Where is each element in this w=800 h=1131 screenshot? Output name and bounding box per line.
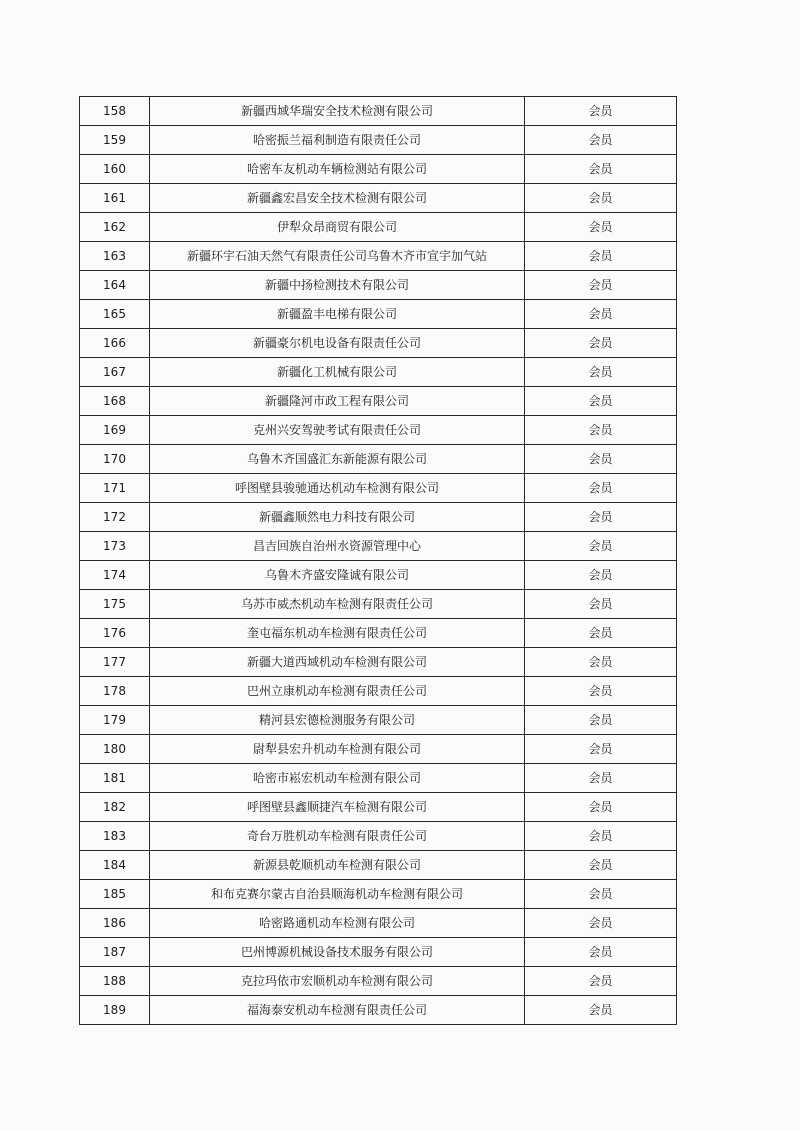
table-row — [80, 619, 677, 648]
member-type: 会员 — [525, 155, 677, 184]
row-number: 182 — [80, 793, 150, 822]
table-row — [80, 503, 677, 532]
table-row — [80, 677, 677, 706]
row-number: 183 — [80, 822, 150, 851]
company-name: 奎屯福东机动车检测有限责任公司 — [150, 619, 525, 648]
company-name: 克州兴安驾驶考试有限责任公司 — [150, 416, 525, 445]
company-name: 克拉玛依市宏顺机动车检测有限公司 — [150, 967, 525, 996]
member-type: 会员 — [525, 329, 677, 358]
member-type: 会员 — [525, 561, 677, 590]
row-number: 181 — [80, 764, 150, 793]
table-row — [80, 532, 677, 561]
member-type: 会员 — [525, 416, 677, 445]
company-name: 巴州博源机械设备技术服务有限公司 — [150, 938, 525, 967]
row-number: 161 — [80, 184, 150, 213]
row-number: 178 — [80, 677, 150, 706]
row-number: 187 — [80, 938, 150, 967]
table-row — [80, 329, 677, 358]
member-type: 会员 — [525, 213, 677, 242]
table-row — [80, 387, 677, 416]
table-row — [80, 300, 677, 329]
member-type: 会员 — [525, 271, 677, 300]
member-type: 会员 — [525, 706, 677, 735]
table-row — [80, 358, 677, 387]
member-type: 会员 — [525, 938, 677, 967]
table-row — [80, 590, 677, 619]
company-name: 哈密车友机动车辆检测站有限公司 — [150, 155, 525, 184]
row-number: 168 — [80, 387, 150, 416]
row-number: 165 — [80, 300, 150, 329]
table-row — [80, 561, 677, 590]
row-number: 170 — [80, 445, 150, 474]
row-number: 164 — [80, 271, 150, 300]
table-row — [80, 271, 677, 300]
company-name: 新疆环宇石油天然气有限责任公司乌鲁木齐市宣宇加气站 — [150, 242, 525, 271]
table-row — [80, 880, 677, 909]
member-table — [79, 96, 677, 1025]
member-type: 会员 — [525, 474, 677, 503]
company-name: 昌吉回族自治州水资源管理中心 — [150, 532, 525, 561]
member-type: 会员 — [525, 532, 677, 561]
member-type: 会员 — [525, 97, 677, 126]
company-name: 乌鲁木齐盛安隆诚有限公司 — [150, 561, 525, 590]
company-name: 新疆隆河市政工程有限公司 — [150, 387, 525, 416]
row-number: 162 — [80, 213, 150, 242]
member-type: 会员 — [525, 648, 677, 677]
company-name: 呼图壁县鑫顺捷汽车检测有限公司 — [150, 793, 525, 822]
table-row — [80, 909, 677, 938]
member-type: 会员 — [525, 909, 677, 938]
company-name: 新疆盈丰电梯有限公司 — [150, 300, 525, 329]
table-row — [80, 648, 677, 677]
table-row — [80, 764, 677, 793]
company-name: 和布克赛尔蒙古自治县顺海机动车检测有限公司 — [150, 880, 525, 909]
row-number: 186 — [80, 909, 150, 938]
row-number: 158 — [80, 97, 150, 126]
row-number: 167 — [80, 358, 150, 387]
company-name: 新源县乾顺机动车检测有限公司 — [150, 851, 525, 880]
member-table-body — [80, 97, 677, 1025]
row-number: 169 — [80, 416, 150, 445]
table-row — [80, 126, 677, 155]
table-row — [80, 938, 677, 967]
member-type: 会员 — [525, 184, 677, 213]
company-name: 哈密市崧宏机动车检测有限公司 — [150, 764, 525, 793]
company-name: 精河县宏德检测服务有限公司 — [150, 706, 525, 735]
member-type: 会员 — [525, 590, 677, 619]
member-type: 会员 — [525, 996, 677, 1025]
company-name: 新疆豪尔机电设备有限责任公司 — [150, 329, 525, 358]
company-name: 新疆中扬检测技术有限公司 — [150, 271, 525, 300]
company-name: 福海泰安机动车检测有限责任公司 — [150, 996, 525, 1025]
table-row — [80, 416, 677, 445]
table-row — [80, 706, 677, 735]
row-number: 179 — [80, 706, 150, 735]
row-number: 166 — [80, 329, 150, 358]
member-type: 会员 — [525, 677, 677, 706]
table-row — [80, 822, 677, 851]
member-type: 会员 — [525, 967, 677, 996]
member-type: 会员 — [525, 735, 677, 764]
member-type: 会员 — [525, 764, 677, 793]
company-name: 新疆大道西域机动车检测有限公司 — [150, 648, 525, 677]
table-row — [80, 996, 677, 1025]
company-name: 乌鲁木齐国盛汇东新能源有限公司 — [150, 445, 525, 474]
table-row — [80, 474, 677, 503]
member-type: 会员 — [525, 880, 677, 909]
row-number: 177 — [80, 648, 150, 677]
table-row — [80, 445, 677, 474]
table-row — [80, 155, 677, 184]
member-type: 会员 — [525, 358, 677, 387]
row-number: 172 — [80, 503, 150, 532]
row-number: 171 — [80, 474, 150, 503]
member-type: 会员 — [525, 387, 677, 416]
member-type: 会员 — [525, 126, 677, 155]
member-type: 会员 — [525, 503, 677, 532]
table-row — [80, 184, 677, 213]
row-number: 173 — [80, 532, 150, 561]
company-name: 新疆化工机械有限公司 — [150, 358, 525, 387]
row-number: 160 — [80, 155, 150, 184]
row-number: 174 — [80, 561, 150, 590]
company-name: 巴州立康机动车检测有限责任公司 — [150, 677, 525, 706]
table-row — [80, 735, 677, 764]
company-name: 乌苏市威杰机动车检测有限责任公司 — [150, 590, 525, 619]
company-name: 伊犁众昂商贸有限公司 — [150, 213, 525, 242]
table-row — [80, 213, 677, 242]
company-name: 哈密振兰福利制造有限责任公司 — [150, 126, 525, 155]
member-type: 会员 — [525, 619, 677, 648]
company-name: 新疆鑫顺然电力科技有限公司 — [150, 503, 525, 532]
company-name: 奇台万胜机动车检测有限责任公司 — [150, 822, 525, 851]
row-number: 175 — [80, 590, 150, 619]
member-type: 会员 — [525, 851, 677, 880]
company-name: 哈密路通机动车检测有限公司 — [150, 909, 525, 938]
member-type: 会员 — [525, 822, 677, 851]
member-type: 会员 — [525, 300, 677, 329]
row-number: 184 — [80, 851, 150, 880]
table-row — [80, 242, 677, 271]
company-name: 呼图壁县骏驰通达机动车检测有限公司 — [150, 474, 525, 503]
row-number: 180 — [80, 735, 150, 764]
row-number: 185 — [80, 880, 150, 909]
member-type: 会员 — [525, 242, 677, 271]
company-name: 尉犁县宏升机动车检测有限公司 — [150, 735, 525, 764]
company-name: 新疆西域华瑞安全技术检测有限公司 — [150, 97, 525, 126]
row-number: 176 — [80, 619, 150, 648]
table-row — [80, 851, 677, 880]
row-number: 159 — [80, 126, 150, 155]
member-type: 会员 — [525, 793, 677, 822]
table-row — [80, 97, 677, 126]
row-number: 188 — [80, 967, 150, 996]
table-row — [80, 967, 677, 996]
row-number: 189 — [80, 996, 150, 1025]
company-name: 新疆鑫宏昌安全技术检测有限公司 — [150, 184, 525, 213]
member-type: 会员 — [525, 445, 677, 474]
row-number: 163 — [80, 242, 150, 271]
table-row — [80, 793, 677, 822]
